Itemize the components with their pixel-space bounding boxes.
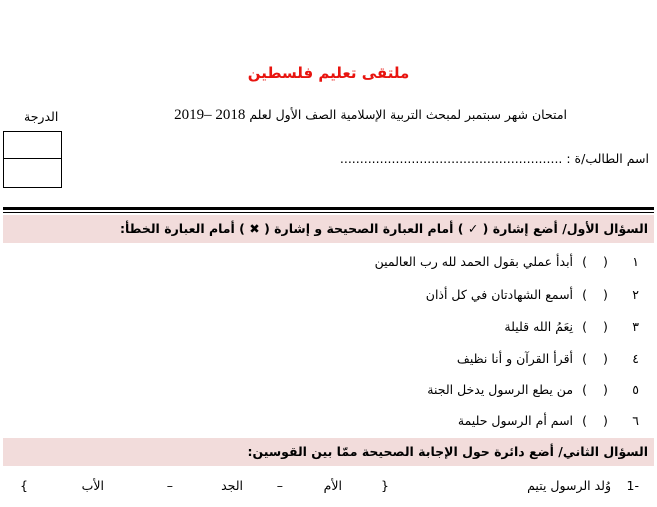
item-text: اسم أم الرسول حليمة: [457, 413, 574, 428]
exam-years: 2018 –2019: [174, 107, 246, 123]
item-text: وُلد الرسول يتيم: [527, 478, 611, 493]
answer-slot[interactable]: ( ): [582, 319, 608, 334]
answer-slot[interactable]: ( ): [582, 351, 608, 366]
header-divider-thin: [3, 212, 654, 213]
item-number: ٥: [632, 382, 639, 397]
question-1-heading-band: [3, 215, 654, 243]
page-title: ملتقى تعليم فلسطين: [247, 64, 410, 82]
answer-slot[interactable]: ( ): [582, 382, 608, 397]
list-item: [504, 317, 639, 337]
list-item: [375, 252, 639, 272]
item-number: -1: [626, 478, 639, 493]
item-text: أقرأ القرآن و أنا نظيف: [456, 351, 574, 366]
option-grandfather[interactable]: الجد: [221, 478, 243, 493]
item-text: أسمع الشهادتان في كل أذان: [425, 287, 574, 302]
student-name-field[interactable]: ........................................................: [339, 151, 563, 166]
item-number: ٢: [632, 287, 639, 302]
list-item: [457, 349, 639, 369]
grade-box[interactable]: [3, 131, 62, 188]
question-2-item-1: [20, 478, 639, 498]
answer-slot[interactable]: ( ): [582, 287, 608, 302]
option-father[interactable]: الأب: [81, 478, 104, 493]
answer-slot[interactable]: ( ): [582, 413, 608, 428]
item-text: أبدأ عملي بقول الحمد لله رب العالمين: [374, 254, 574, 269]
student-name-line: [340, 151, 649, 166]
question-2-heading: السؤال الثاني/ أضع دائرة حول الإجابة الصحيحة ممّا بين القوسين:: [247, 444, 648, 459]
item-number: ٤: [632, 351, 639, 366]
question-2-heading-band: [3, 438, 654, 466]
exam-description: [174, 107, 567, 124]
question-1-heading: السؤال الأول/ أضع إشارة ( ✓ ) أمام العبارة الصحيحة و إشارة ( ✖ ) أمام العبارة الخطأ:: [119, 221, 648, 236]
item-number: ٦: [632, 413, 639, 428]
list-item: [427, 380, 639, 400]
student-label: اسم الطالب/ة :: [566, 151, 649, 166]
grade-box-divider: [4, 158, 61, 159]
list-item: [458, 411, 639, 431]
options-open-brace: {: [381, 478, 389, 493]
answer-slot[interactable]: ( ): [582, 254, 608, 269]
option-dash: –: [276, 478, 283, 493]
list-item: [426, 285, 639, 305]
item-text: نِعَمُ الله قليلة: [504, 319, 574, 334]
item-text: من يطع الرسول يدخل الجنة: [427, 382, 574, 397]
item-number: ١: [632, 254, 639, 269]
options-close-brace: }: [20, 478, 28, 493]
exam-text: امتحان شهر سبتمبر لمبحث التربية الإسلامية الصف الأول لعلم: [249, 107, 567, 122]
option-dash: –: [166, 478, 173, 493]
item-number: ٣: [632, 319, 639, 334]
header-divider-thick: [3, 207, 654, 210]
option-mother[interactable]: الأم: [323, 478, 342, 493]
grade-label: الدرجة: [24, 109, 59, 124]
